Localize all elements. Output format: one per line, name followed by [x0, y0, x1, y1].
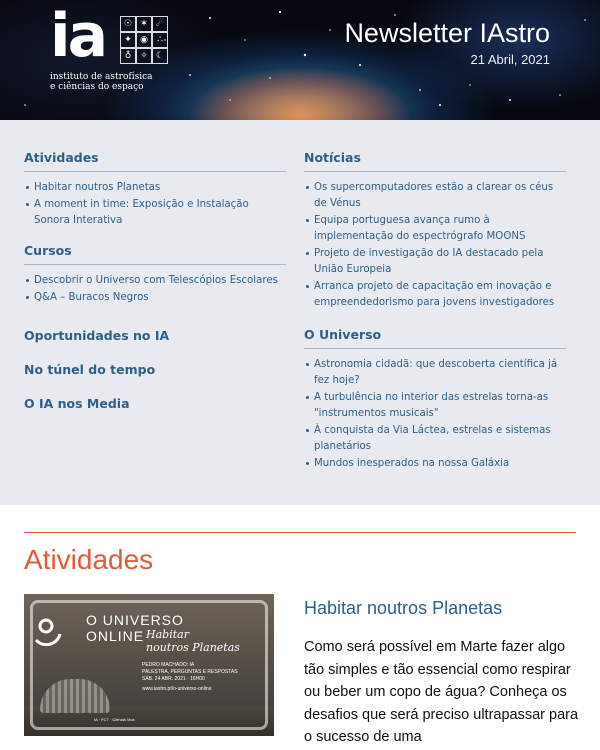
- cursos-list: [24, 273, 286, 306]
- cursos-heading[interactable]: Cursos: [24, 243, 286, 265]
- article-thumbnail[interactable]: [24, 594, 274, 736]
- index-panel: [0, 120, 600, 505]
- section-divider: [24, 532, 576, 533]
- section-title: Atividades: [24, 544, 154, 575]
- noticias-list: [304, 180, 566, 311]
- list-item[interactable]: Projeto de investigação do IA destacado pela União Europeia: [304, 246, 566, 278]
- tunel-do-tempo-link[interactable]: No túnel do tempo: [24, 362, 156, 377]
- atividades-list: [24, 180, 286, 229]
- list-item[interactable]: A moment in time: Exposição e Instalação Sonora Interativa: [24, 197, 286, 229]
- thumbnail-italic-title: Habitar noutros Planetas: [146, 628, 240, 654]
- thumbnail-frame: [30, 600, 268, 730]
- list-item[interactable]: Equipa portuguesa avança rumo à implementação do espectrógrafo MOONS: [304, 213, 566, 245]
- index-left-column: [24, 150, 286, 430]
- ia-logo[interactable]: [50, 1, 175, 92]
- thumbnail-url: www.iastro.pt/o-universo-online: [142, 686, 212, 692]
- logo-symbol-grid-icon: ☉ ✶ ☄ ✦ ◉ ∴ ♁ ✧ ☾: [120, 16, 168, 64]
- thumbnail-heading: O UNIVERSO ONLINE: [86, 612, 184, 644]
- thumbnail-details: PEDRO MACHADO: IA PALESTRA, PERGUNTAS E RESPOSTAS SÁB. 24 ABR. 2021 · 16H00: [142, 662, 238, 682]
- thumbnail-partner-logos: IA · FCT · Ciência Viva: [94, 717, 135, 722]
- index-right-column: [304, 150, 566, 486]
- list-item[interactable]: Descobrir o Universo com Telescópios Escolares: [24, 273, 286, 289]
- atividades-heading[interactable]: Atividades: [24, 150, 286, 172]
- header-banner: [0, 0, 600, 120]
- logo-subtitle: instituto de astrofísica e ciências do espaço: [50, 72, 153, 92]
- list-item[interactable]: Q&A – Buracos Negros: [24, 290, 286, 306]
- list-item[interactable]: Astronomia cidadã: que descoberta científica já fez hoje?: [304, 357, 566, 389]
- list-item[interactable]: Os supercomputadores estão a clarear os céus de Vénus: [304, 180, 566, 212]
- logo-wordmark: ia: [50, 1, 106, 71]
- universo-heading[interactable]: O Universo: [304, 327, 566, 349]
- oportunidades-link[interactable]: Oportunidades no IA: [24, 328, 170, 343]
- list-item[interactable]: À conquista da Via Láctea, estrelas e sistemas planetários: [304, 423, 566, 455]
- list-item[interactable]: Mundos inesperados na nossa Galáxia: [304, 456, 566, 472]
- ia-nos-media-link[interactable]: O IA nos Media: [24, 396, 130, 411]
- universo-list: [304, 357, 566, 472]
- list-item[interactable]: A turbulência no interior das estrelas torna-as "instrumentos musicais": [304, 390, 566, 422]
- article-title-link[interactable]: Habitar noutros Planetas: [304, 598, 503, 618]
- list-item[interactable]: Habitar noutros Planetas: [24, 180, 286, 196]
- noticias-heading[interactable]: Notícias: [304, 150, 566, 172]
- newsletter-date: 21 Abril, 2021: [470, 52, 550, 67]
- article-body: Como será possível em Marte fazer algo tão simples e tão essencial como respirar ou beber um copo de água? Conheça os desafios que será preciso ultrapassar para o sucesso de uma: [304, 639, 579, 745]
- newsletter-title: Newsletter IAstro: [344, 18, 550, 48]
- list-item[interactable]: Arranca projeto de capacitação em inovação e empreendedorismo para jovens investigadores: [304, 279, 566, 311]
